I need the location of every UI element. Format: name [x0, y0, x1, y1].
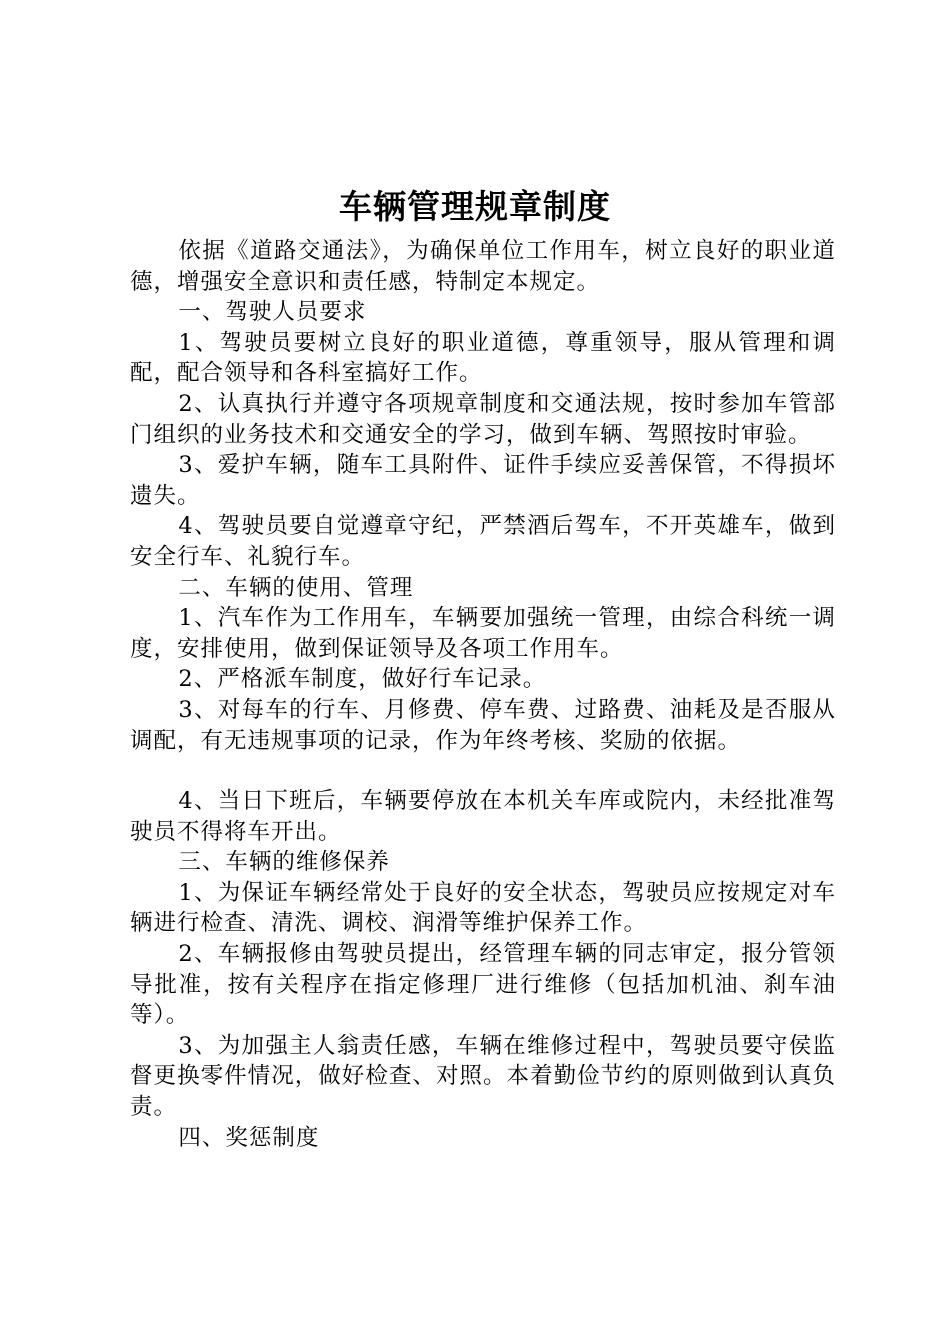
document-body	[130, 236, 836, 1153]
section-2-item-4: 4、当日下班后，车辆要停放在本机关车库或院内，未经批准驾驶员不得将车开出。	[130, 788, 836, 845]
section-3-item-1: 1、为保证车辆经常处于良好的安全状态，驾驶员应按规定对车辆进行检查、清洗、调校、润滑等维护保养工作。	[130, 879, 836, 937]
section-1-item-1: 1、驾驶员要树立良好的职业道德，尊重领导，服从管理和调配，配合领导和各科室搞好工作。	[130, 329, 836, 387]
section-1-item-3: 3、爱护车辆，随车工具附件、证件手续应妥善保管，不得损坏遗失。	[130, 452, 836, 509]
section-heading-4: 四、奖惩制度	[178, 1124, 320, 1151]
intro-paragraph: 依据《道路交通法》，为确保单位工作用车，树立良好的职业道德，增强安全意识和责任感，特制定本规定。	[130, 238, 836, 295]
section-2-item-3: 3、对每车的行车、月修费、停车费、过路费、油耗及是否服从调配，有无违规事项的记录，作为年终考核、奖励的依据。	[130, 696, 836, 754]
section-3-item-2: 2、车辆报修由驾驶员提出，经管理车辆的同志审定，报分管领导批准，按有关程序在指定修理厂进行维修（包括加机油、刹车油等）。	[130, 941, 836, 1029]
section-heading-3: 三、车辆的维修保养	[178, 849, 390, 876]
section-1-item-4: 4、驾驶员要自觉遵章守纪，严禁酒后驾车，不开英雄车，做到安全行车、礼貌行车。	[130, 513, 836, 570]
document-title: 车辆管理规章制度	[339, 187, 611, 226]
section-2-item-1: 1、汽车作为工作用车，车辆要加强统一管理，由综合科统一调度，安排使用，做到保证领导及各项工作用车。	[130, 605, 836, 662]
section-heading-2: 二、车辆的使用、管理	[178, 574, 414, 601]
section-1-item-2: 2、认真执行并遵守各项规章制度和交通法规，按时参加车管部门组织的业务技术和交通安全的学习，做到车辆、驾照按时审验。	[130, 390, 836, 448]
section-3-item-3: 3、为加强主人翁责任感，车辆在维修过程中，驾驶员要守侯监督更换零件情况，做好检查、对照。本着勤俭节约的原则做到认真负责。	[130, 1032, 836, 1121]
section-heading-1: 一、驾驶人员要求	[178, 299, 367, 326]
section-2-item-2: 2、严格派车制度，做好行车记录。	[178, 666, 547, 693]
